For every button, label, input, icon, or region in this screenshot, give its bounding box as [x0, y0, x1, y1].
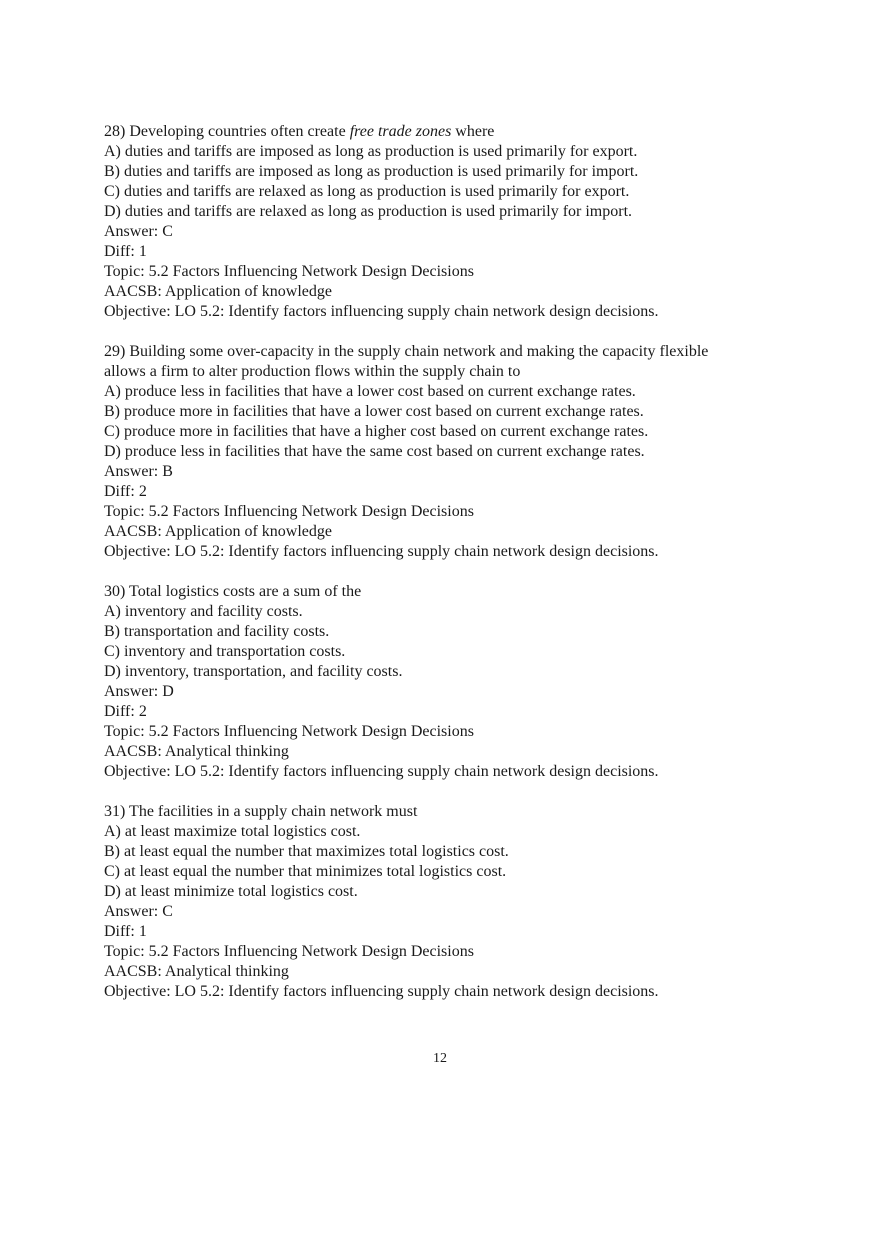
stem-text-end: where: [455, 123, 495, 140]
question-29: [104, 342, 784, 562]
option-b: B) transportation and facility costs.: [104, 623, 330, 640]
aacsb: AACSB: Application of knowledge: [104, 523, 332, 540]
aacsb: AACSB: Analytical thinking: [104, 743, 289, 760]
question-stem-line-2: allows a firm to alter production flows within the supply chain to: [104, 363, 521, 380]
difficulty: Diff: 2: [104, 703, 147, 720]
question-number: 28): [104, 123, 126, 140]
objective: Objective: LO 5.2: Identify factors influencing supply chain network design decisions.: [104, 763, 659, 780]
option-b: B) produce more in facilities that have a lower cost based on current exchange rates.: [104, 403, 644, 420]
topic: Topic: 5.2 Factors Influencing Network Design Decisions: [104, 263, 474, 280]
difficulty: Diff: 2: [104, 483, 147, 500]
answer: Answer: C: [104, 903, 173, 920]
objective: Objective: LO 5.2: Identify factors influencing supply chain network design decisions.: [104, 983, 659, 1000]
option-c: C) duties and tariffs are relaxed as long as production is used primarily for export.: [104, 183, 630, 200]
aacsb: AACSB: Application of knowledge: [104, 283, 332, 300]
option-a: A) at least maximize total logistics cost.: [104, 823, 361, 840]
answer: Answer: C: [104, 223, 173, 240]
topic: Topic: 5.2 Factors Influencing Network Design Decisions: [104, 943, 474, 960]
option-a: A) produce less in facilities that have a lower cost based on current exchange rates.: [104, 383, 636, 400]
objective: Objective: LO 5.2: Identify factors influencing supply chain network design decisions.: [104, 543, 659, 560]
aacsb: AACSB: Analytical thinking: [104, 963, 289, 980]
difficulty: Diff: 1: [104, 243, 147, 260]
topic: Topic: 5.2 Factors Influencing Network Design Decisions: [104, 723, 474, 740]
option-a: A) duties and tariffs are imposed as long as production is used primarily for export.: [104, 143, 638, 160]
option-b: B) duties and tariffs are imposed as long as production is used primarily for import.: [104, 163, 639, 180]
option-b: B) at least equal the number that maximizes total logistics cost.: [104, 843, 509, 860]
question-31: [104, 802, 784, 1002]
answer: Answer: D: [104, 683, 174, 700]
option-c: C) produce more in facilities that have a higher cost based on current exchange rates.: [104, 423, 649, 440]
answer: Answer: B: [104, 463, 173, 480]
question-stem: [104, 122, 784, 142]
option-a: A) inventory and facility costs.: [104, 603, 303, 620]
option-d: D) produce less in facilities that have the same cost based on current exchange rates.: [104, 443, 645, 460]
option-c: C) inventory and transportation costs.: [104, 643, 346, 660]
stem-emphasis: free trade zones: [349, 123, 452, 140]
page-number: 12: [433, 1051, 447, 1066]
topic: Topic: 5.2 Factors Influencing Network Design Decisions: [104, 503, 474, 520]
option-d: D) at least minimize total logistics cost.: [104, 883, 358, 900]
option-d: D) inventory, transportation, and facility costs.: [104, 663, 403, 680]
stem-text: Developing countries often create: [129, 123, 346, 140]
option-c: C) at least equal the number that minimizes total logistics cost.: [104, 863, 507, 880]
question-stem: 30) Total logistics costs are a sum of the: [104, 583, 362, 600]
question-28: [104, 122, 784, 322]
question-stem-line-1: 29) Building some over-capacity in the supply chain network and making the capacity flexible: [104, 343, 709, 360]
option-d: D) duties and tariffs are relaxed as long as production is used primarily for import.: [104, 203, 633, 220]
question-30: [104, 582, 784, 782]
question-stem: 31) The facilities in a supply chain network must: [104, 803, 418, 820]
objective: Objective: LO 5.2: Identify factors influencing supply chain network design decisions.: [104, 303, 659, 320]
difficulty: Diff: 1: [104, 923, 147, 940]
question-list: [104, 122, 784, 1022]
